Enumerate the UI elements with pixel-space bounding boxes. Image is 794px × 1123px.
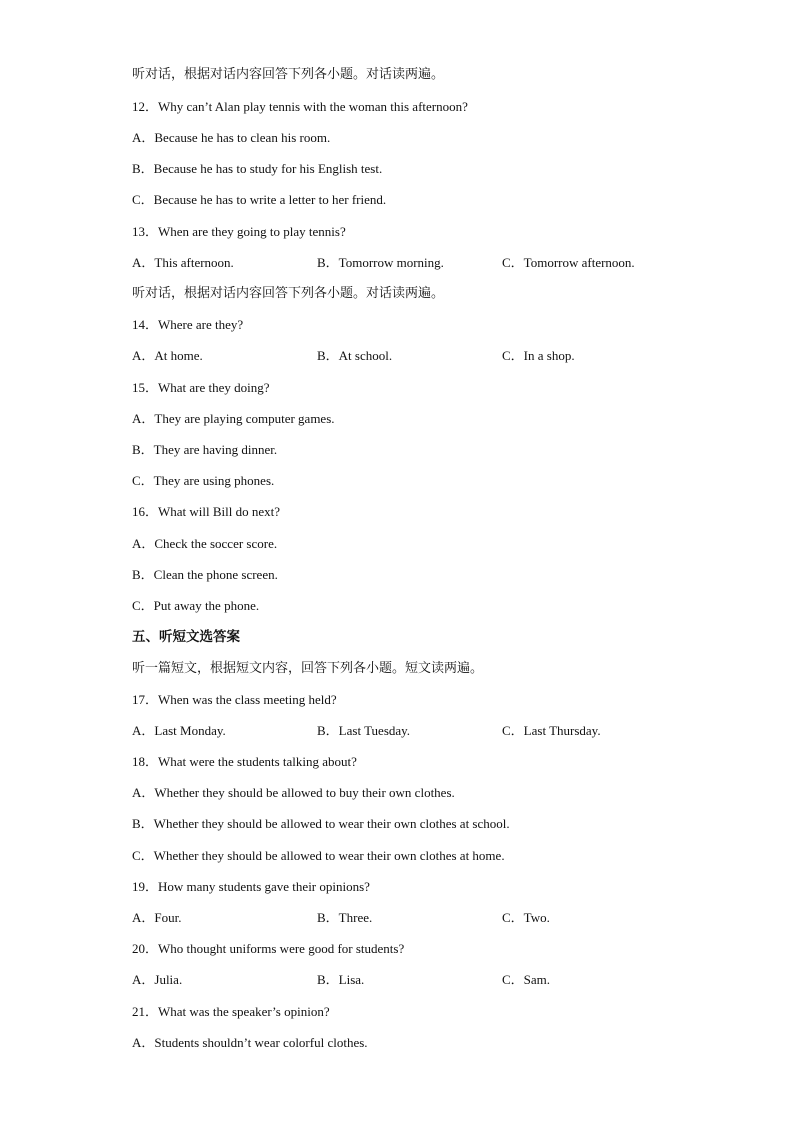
option-13-c: C．Tomorrow afternoon.	[502, 255, 635, 270]
question-12: 12．Why can’t Alan play tennis with the woman this afternoon?	[132, 99, 468, 114]
option-15-b: B．They are having dinner.	[132, 442, 278, 457]
section-title: 五、听短文选答案	[132, 629, 240, 645]
option-17-a: A．Last Monday.	[132, 723, 226, 738]
option-15-c: C．They are using phones.	[132, 473, 275, 488]
option-14-a: A．At home.	[132, 348, 203, 363]
option-21-a: A．Students shouldn’t wear colorful clothes.	[132, 1035, 368, 1050]
option-19-b: B．Three.	[317, 910, 373, 925]
option-16-c: C．Put away the phone.	[132, 598, 260, 613]
option-19-c: C．Two.	[502, 910, 550, 925]
option-12-b: B．Because he has to study for his English test.	[132, 161, 383, 176]
instruction-passage: 听一篇短文，根据短文内容，回答下列各小题。短文读两遍。	[132, 661, 484, 676]
option-13-a: A．This afternoon.	[132, 255, 234, 270]
option-19-a: A．Four.	[132, 910, 182, 925]
instruction-dialogue: 听对话，根据对话内容回答下列各小题。对话读两遍。	[132, 286, 445, 301]
question-21: 21．What was the speaker’s opinion?	[132, 1004, 330, 1019]
option-18-b: B．Whether they should be allowed to wear their own clothes at school.	[132, 816, 510, 831]
question-18: 18．What were the students talking about?	[132, 754, 357, 769]
option-20-c: C．Sam.	[502, 972, 551, 987]
question-17: 17．When was the class meeting held?	[132, 692, 337, 707]
question-14: 14．Where are they?	[132, 317, 244, 332]
option-16-a: A．Check the soccer score.	[132, 536, 278, 551]
option-18-a: A．Whether they should be allowed to buy their own clothes.	[132, 785, 455, 800]
question-13: 13．When are they going to play tennis?	[132, 224, 346, 239]
option-17-b: B．Last Tuesday.	[317, 723, 411, 738]
option-14-c: C．In a shop.	[502, 348, 575, 363]
option-14-b: B．At school.	[317, 348, 393, 363]
option-12-a: A．Because he has to clean his room.	[132, 130, 331, 145]
option-20-a: A．Julia.	[132, 972, 183, 987]
question-19: 19．How many students gave their opinions?	[132, 879, 370, 894]
option-17-c: C．Last Thursday.	[502, 723, 601, 738]
option-12-c: C．Because he has to write a letter to her friend.	[132, 192, 387, 207]
option-20-b: B．Lisa.	[317, 972, 365, 987]
question-15: 15．What are they doing?	[132, 380, 270, 395]
question-20: 20．Who thought uniforms were good for students?	[132, 941, 405, 956]
option-15-a: A．They are playing computer games.	[132, 411, 335, 426]
option-16-b: B．Clean the phone screen.	[132, 567, 278, 582]
option-18-c: C．Whether they should be allowed to wear their own clothes at home.	[132, 848, 505, 863]
question-16: 16．What will Bill do next?	[132, 504, 281, 519]
option-13-b: B．Tomorrow morning.	[317, 255, 444, 270]
instruction-dialogue: 听对话，根据对话内容回答下列各小题。对话读两遍。	[132, 67, 445, 82]
